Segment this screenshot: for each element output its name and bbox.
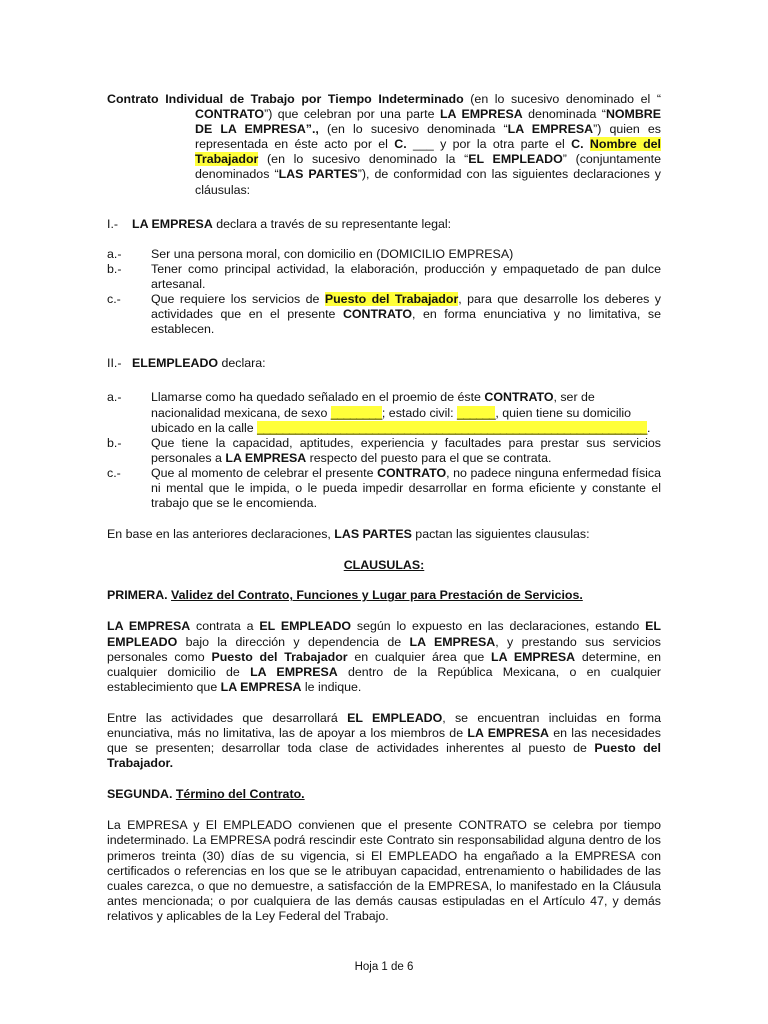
item-bold: LA EMPRESA: [225, 450, 307, 465]
clause-title: Validez del Contrato, Funciones y Lugar para Prestación de Servicios.: [171, 588, 583, 603]
clause-primera-p2: [107, 711, 661, 771]
item-label: b.-: [107, 261, 122, 276]
item-text: Tener como principal actividad, la elaboración, producción y empaquetado de pan dulce artesanal.: [151, 261, 661, 291]
domicilio-field[interactable]: _____________________________________________________________: [257, 420, 647, 435]
paragraph-bold: LA EMPRESA: [250, 664, 338, 679]
section-ii-heading: [107, 356, 661, 371]
item-text-part: Que tiene la capacidad, aptitudes, experiencia y facultades para prestar sus servicios personales a: [151, 435, 661, 465]
header-text: ”) que celebran por una parte: [264, 107, 440, 122]
item-text: [151, 292, 661, 337]
header-nombre-empresa: NOMBRE DE LA EMPRESA”.,: [195, 107, 662, 137]
paragraph-bold: EL EMPLEADO: [107, 619, 661, 649]
page-footer: Hoja 1 de 6: [354, 961, 414, 973]
item-label: a.-: [107, 246, 122, 261]
item-text-part: .: [646, 420, 651, 435]
clause-segunda-title: [107, 787, 661, 802]
paragraph-text: bajo la dirección y dependencia de: [177, 634, 410, 649]
item-bold: CONTRATO: [377, 465, 447, 480]
item-label: c.-: [107, 292, 121, 307]
sexo-field[interactable]: ________: [330, 405, 382, 420]
item-text: Ser una persona moral, con domicilio en (DOMICILIO EMPRESA): [151, 246, 514, 261]
header-text: ”), de conformidad con las siguientes declaraciones y cláusulas:: [195, 167, 662, 197]
section-number: II.-: [107, 356, 122, 371]
clausulas-heading: CLAUSULAS:: [343, 558, 425, 573]
clause-segunda-body: La EMPRESA y El EMPLEADO convienen que el presente CONTRATO se celebra por tiempo indeterminado. La EMPRESA podrá rescindir este Contrato sin responsabilidad alguna dentro de los primeros treinta (30) días de su vigencia, si El EMPLEADO ha engañado a la EMPRESA con certificados o referencias en los que se le atribuyan capacidad, entrenamiento o habilidades de las cuales carezca, o que no demuestre, a satisfacción de la EMPRESA, lo manifestado en la Cláusula antes mencionada; o por cualquiera de las demás causas estipuladas en el Artículo 47, y demás relativos y aplicables de la Ley Federal del Trabajo.: [107, 818, 661, 923]
paragraph-text: dentro de la República Mexicana, o en cualquier establecimiento que: [107, 664, 661, 694]
paragraph-bold: LA EMPRESA: [220, 679, 302, 694]
paragraph-bold: Puesto del Trabajador: [211, 649, 348, 664]
item-text-part: Llamarse como ha quedado señalado en el proemio de éste: [151, 390, 485, 405]
item-text-part: , ser de nacionalidad mexicana, de sexo: [151, 390, 595, 420]
header-text: (en lo sucesivo denominado el “: [463, 92, 661, 106]
paragraph-bold: LAS PARTES: [334, 527, 412, 542]
header-la-empresa: LA EMPRESA: [439, 107, 523, 122]
header-text: ” (conjuntamente denominados “: [195, 152, 662, 182]
item-label: c.-: [107, 465, 121, 480]
header-la-empresa: LA EMPRESA: [507, 122, 594, 137]
paragraph-text: contrata a: [190, 619, 260, 634]
paragraph-text: determine, en cualquier domicilio de: [107, 649, 661, 679]
item-label: b.-: [107, 435, 122, 450]
section-subject: ELEMPLEADO: [132, 356, 219, 371]
clause-primera-p1: [107, 619, 661, 694]
paragraph-bold: Puesto del Trabajador.: [107, 741, 662, 771]
paragraph-bold: LA EMPRESA: [107, 619, 191, 634]
contract-header: [107, 92, 661, 198]
list-item: [107, 466, 661, 511]
item-text-part: Que requiere los servicios de: [151, 292, 325, 307]
item-text: [151, 466, 661, 511]
clause-label: PRIMERA.: [107, 588, 168, 603]
section-text: declara:: [218, 356, 266, 371]
list-item: [107, 262, 661, 292]
paragraph-text: en las necesidades que se presenten; desarrollar toda clase de actividades inherentes al puesto de: [107, 726, 662, 756]
paragraph-text: En base en las anteriores declaraciones,: [107, 527, 335, 542]
header-c: C.: [571, 137, 584, 152]
header-text: (en lo sucesivo denominado la “: [258, 152, 469, 167]
item-text-part: , no padece ninguna enfermedad física ni mental que le impida, o le pueda impedir desarrollar en forma eficiente y constante el trabajo que se le encomienda.: [151, 465, 661, 511]
nombre-trabajador-field[interactable]: Nombre del Trabajador: [195, 137, 661, 167]
section-number: I.-: [107, 216, 119, 231]
item-bold: CONTRATO: [342, 307, 413, 322]
paragraph-bold: LA EMPRESA: [467, 726, 549, 740]
clause-title: Término del Contrato.: [175, 787, 305, 802]
paragraph-bold: EL EMPLEADO: [259, 619, 352, 634]
item-text-part: Que al momento de celebrar el presente: [151, 465, 378, 480]
estado-civil-field[interactable]: ______: [457, 405, 496, 420]
paragraph-text: según lo expuesto en las declaraciones, estando: [351, 619, 646, 634]
section-subject: LA EMPRESA: [132, 216, 213, 231]
header-el-empleado: EL EMPLEADO: [468, 152, 563, 167]
paragraph-bold: LA EMPRESA: [491, 649, 576, 664]
item-text: [151, 390, 661, 435]
section-ii-items: [107, 390, 661, 511]
paragraph-text: , se encuentran incluidas en forma enunciativa, más no limitativa, las de apoyar a los miembros de: [107, 710, 661, 740]
base-paragraph: [107, 527, 661, 542]
paragraph-bold: LA EMPRESA: [409, 634, 496, 649]
list-item: [107, 390, 661, 435]
list-item: [107, 247, 661, 262]
paragraph-text: pactan las siguientes clausulas:: [411, 527, 590, 542]
header-text: (en lo sucesivo denominada “: [318, 122, 508, 137]
header-text: denominada “: [522, 107, 606, 122]
item-text-part: , para que desarrolle los deberes y actividades que en el presente: [151, 292, 661, 322]
item-text: [151, 436, 661, 466]
section-i-heading: [107, 217, 661, 232]
contract-page: [107, 92, 661, 924]
clause-primera-title: [107, 588, 661, 603]
item-text-part: , en forma enunciativa y no limitativa, se establecen.: [151, 307, 661, 337]
puesto-trabajador-field[interactable]: Puesto del Trabajador: [324, 292, 459, 307]
item-bold: CONTRATO: [484, 390, 554, 405]
list-item: [107, 436, 661, 466]
section-text: declara a través de su representante legal:: [212, 216, 452, 231]
item-text-part: , quien tiene su domicilio ubicado en la calle: [151, 405, 632, 435]
header-text: ”) quien es representada en éste acto por el: [195, 122, 662, 152]
contract-title: Contrato Individual de Trabajo por Tiempo Indeterminado: [107, 92, 464, 106]
header-las-partes: LAS PARTES: [278, 167, 358, 182]
header-first-line: [107, 92, 661, 107]
section-i-items: [107, 247, 661, 338]
paragraph-text: en cualquier área que: [347, 649, 492, 664]
header-text: ___ y por la otra parte el: [406, 137, 572, 152]
item-text-part: ; estado civil:: [381, 405, 457, 420]
header-body: [107, 107, 661, 198]
item-text-part: respecto del puesto para el que se contrata.: [306, 450, 552, 465]
header-c: C.: [394, 137, 407, 152]
paragraph-text: le indique.: [301, 679, 362, 694]
paragraph-bold: EL EMPLEADO: [347, 710, 443, 725]
clause-label: SEGUNDA.: [107, 787, 173, 802]
item-label: a.-: [107, 390, 122, 405]
header-contrato: CONTRATO: [195, 107, 265, 122]
list-item: [107, 292, 661, 337]
paragraph-text: Entre las actividades que desarrollará: [107, 710, 348, 725]
paragraph-text: , y prestando sus servicios personales como: [107, 634, 661, 664]
